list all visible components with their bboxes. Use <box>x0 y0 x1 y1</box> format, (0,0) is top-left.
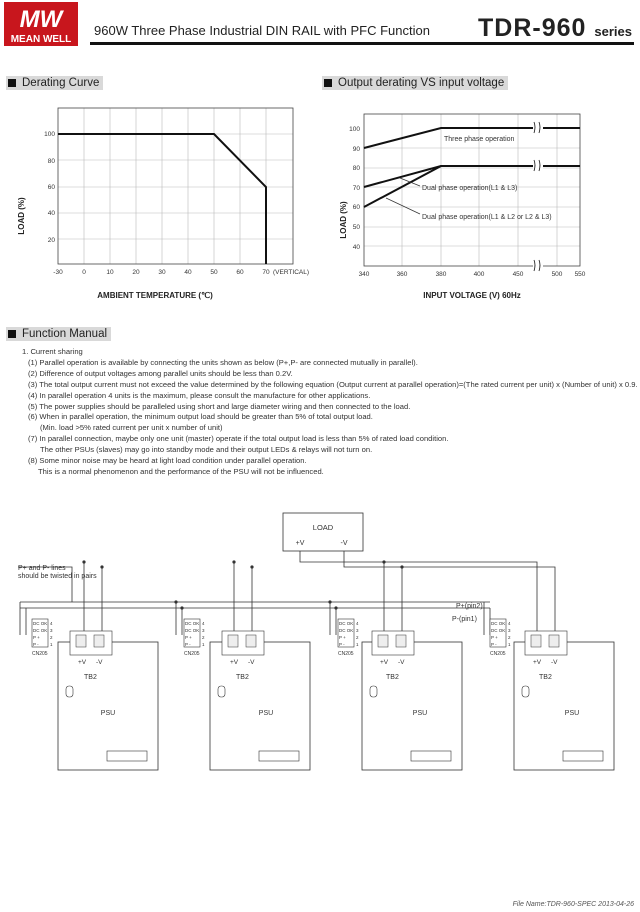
logo-text: MEAN WELL <box>10 34 72 45</box>
y-tick: 20 <box>47 237 55 244</box>
model-name: TDR-960 <box>478 14 587 42</box>
pin-label: DC OK <box>33 621 48 626</box>
annotation-dual-l2: Dual phase operation(L1 & L2 or L2 & L3) <box>422 214 552 221</box>
manual-line: (5) The power supplies should be paralleled using short and large diameter wiring and then connected to the load. <box>28 401 411 411</box>
x-tick: 340 <box>358 271 370 278</box>
manual-line: (1) Parallel operation is available by connecting the units shown as below (P+,P- are connected mutually in parallel). <box>28 357 418 367</box>
derating-y-ticks <box>44 131 55 244</box>
section-output-derating <box>322 76 508 90</box>
logo-mark: MW <box>19 6 63 33</box>
pin-label: DC OK <box>339 628 354 633</box>
y-tick: 60 <box>352 204 360 211</box>
psu-unit-2 <box>184 619 310 770</box>
x-tick: 60 <box>236 269 244 276</box>
y-tick: 70 <box>352 185 360 192</box>
section-derating-curve <box>6 76 103 90</box>
output-positive: +V <box>380 659 389 666</box>
pin-number: 1 <box>50 642 53 647</box>
x-tick: 40 <box>184 269 192 276</box>
terminal-screw <box>94 635 104 647</box>
connector-label: CN205 <box>32 651 48 657</box>
annotation-dual-l1-l3: Dual phase operation(L1 & L3) <box>422 185 518 192</box>
output-positive: +V <box>533 659 542 666</box>
pin-number: 3 <box>508 628 511 633</box>
x-tick: 380 <box>435 271 447 278</box>
pin-number: 1 <box>202 642 205 647</box>
pin2-label: P+(pin2) <box>456 603 483 610</box>
psu-label: PSU <box>258 710 274 717</box>
pin-label: DC OK <box>339 621 354 626</box>
terminal-label: TB2 <box>539 674 552 681</box>
input-terminal <box>563 751 603 761</box>
axis-break-marks <box>533 120 543 272</box>
derating-ylabel: LOAD (%) <box>17 197 26 235</box>
psu-label: PSU <box>100 710 116 717</box>
connector-label: CN205 <box>490 651 506 657</box>
input-voltage-chart <box>320 96 640 311</box>
derating-grid <box>58 108 293 264</box>
y-tick: 60 <box>47 184 55 191</box>
load-negative: -V <box>340 540 348 547</box>
bullet-square <box>324 79 332 87</box>
pin-label: P - <box>491 642 497 647</box>
pin-label: P - <box>33 642 39 647</box>
x-tick: 400 <box>473 271 485 278</box>
manual-line: The other PSUs (slaves) may go into standby mode and their output LEDs & relays will not turn on. <box>40 445 373 455</box>
manual-line: (8) Some minor noise may be heard at light load condition under parallel operation. <box>28 456 307 466</box>
pin-number: 1 <box>356 642 359 647</box>
manual-line: (7) In parallel connection, maybe only one unit (master) operate if the total output load is less than 5% of rated load condition. <box>28 434 449 444</box>
load-positive: +V <box>295 540 305 547</box>
terminal-label: TB2 <box>386 674 399 681</box>
terminal-screw <box>246 635 256 647</box>
output-positive: +V <box>78 659 87 666</box>
connector-label: CN205 <box>338 651 354 657</box>
x-tick: 50 <box>210 269 218 276</box>
pin-number: 4 <box>50 621 53 626</box>
terminal-screw <box>531 635 541 647</box>
annotation-pointers <box>386 178 420 214</box>
section-title: Function Manual <box>22 328 108 340</box>
output-positive: +V <box>230 659 239 666</box>
model-heading <box>478 14 632 43</box>
pin-label: DC OK <box>185 621 200 626</box>
x-tick: 30 <box>158 269 166 276</box>
terminal-screw <box>76 635 86 647</box>
mean-well-logo <box>4 2 78 46</box>
vin-y-ticks <box>349 126 360 251</box>
x-tick: 500 <box>551 271 563 278</box>
vin-x-ticks <box>359 271 586 278</box>
output-negative: -V <box>398 659 405 666</box>
y-tick: 100 <box>44 131 55 138</box>
load-label: LOAD <box>312 523 334 532</box>
manual-line: (3) The total output current must not exceed the value determined by the following equation (Output current at parallel operation)=(The rated current per unit) x (Number of unit) x 0.9. <box>28 379 638 389</box>
annotation-three-phase: Three phase operation <box>444 136 515 143</box>
derating-xlabel: AMBIENT TEMPERATURE (℃) <box>97 291 213 300</box>
derating-plot-frame <box>58 108 293 264</box>
y-tick: 50 <box>352 224 360 231</box>
output-negative: -V <box>551 659 558 666</box>
section-title: Derating Curve <box>22 77 100 89</box>
manual-line: (4) In parallel operation 4 units is the maximum, please consult the manufacture for other applications. <box>28 390 371 400</box>
x-note: (VERTICAL) <box>273 269 309 276</box>
terminal-screw <box>378 635 388 647</box>
pin-label: DC OK <box>491 621 506 626</box>
manual-line: (6) When in parallel operation, the minimum output load should be greater than 5% of total output load. <box>28 412 373 422</box>
pin-number: 4 <box>356 621 359 626</box>
pin-label: P - <box>185 642 191 647</box>
pin-number: 2 <box>50 635 53 640</box>
x-tick: 550 <box>574 271 586 278</box>
pin1-label: P-(pin1) <box>452 616 477 623</box>
pin-number: 3 <box>50 628 53 633</box>
pin-label: P - <box>339 642 345 647</box>
pin-number: 4 <box>202 621 205 626</box>
derating-curve-chart <box>0 96 320 311</box>
y-tick: 40 <box>352 244 360 251</box>
x-tick: 450 <box>512 271 524 278</box>
derating-x-ticks <box>53 269 270 276</box>
header-rule <box>90 42 634 45</box>
pin-number: 1 <box>508 642 511 647</box>
psu-unit-1 <box>32 619 158 770</box>
x-tick: 0 <box>82 269 86 276</box>
pin-label: P + <box>491 635 498 640</box>
pin-label: DC OK <box>33 628 48 633</box>
pin-number: 2 <box>202 635 205 640</box>
dual-phase-l1-l3-line <box>364 166 580 187</box>
x-tick: 70 <box>262 269 270 276</box>
input-terminal <box>259 751 299 761</box>
vin-ylabel: LOAD (%) <box>339 201 348 239</box>
y-tick: 80 <box>47 158 55 165</box>
twist-note-line2: should be twisted in pairs <box>18 573 97 580</box>
manual-line: 1. Current sharing <box>22 347 83 356</box>
parallel-connection-diagram <box>0 505 640 785</box>
pin-label: DC OK <box>491 628 506 633</box>
terminal-screw <box>549 635 559 647</box>
pin-number: 2 <box>356 635 359 640</box>
input-terminal <box>107 751 147 761</box>
psu-label: PSU <box>412 710 428 717</box>
x-tick: 20 <box>132 269 140 276</box>
pin-number: 2 <box>508 635 511 640</box>
y-tick: 100 <box>349 126 360 133</box>
y-tick: 40 <box>47 210 55 217</box>
manual-line: (2) Difference of output voltages among parallel units should be less than 0.2V. <box>28 368 293 378</box>
output-negative: -V <box>96 659 103 666</box>
pin-label: DC OK <box>185 628 200 633</box>
function-manual-text <box>22 347 638 478</box>
twist-note-line1: P+ and P- lines <box>18 565 66 572</box>
x-tick: 10 <box>106 269 114 276</box>
document-title: 960W Three Phase Industrial DIN RAIL with PFC Function <box>94 23 430 38</box>
negative-bus <box>344 551 555 635</box>
y-tick: 80 <box>352 165 360 172</box>
footer-file-name: File Name:TDR-960-SPEC 2013-04-26 <box>512 901 634 908</box>
pin-number: 3 <box>356 628 359 633</box>
psu-unit-4 <box>490 619 614 770</box>
terminal-label: TB2 <box>236 674 249 681</box>
model-series: series <box>594 24 632 39</box>
bullet-square <box>8 330 16 338</box>
manual-line: This is a normal phenomenon and the performance of the PSU will not be influenced. <box>38 466 324 476</box>
terminal-screw <box>396 635 406 647</box>
pin-number: 3 <box>202 628 205 633</box>
terminal-label: TB2 <box>84 674 97 681</box>
psu-label: PSU <box>564 710 580 717</box>
output-negative: -V <box>248 659 255 666</box>
vin-xlabel: INPUT VOLTAGE (V) 60Hz <box>423 291 521 300</box>
connector-label: CN205 <box>184 651 200 657</box>
section-function-manual <box>6 327 111 341</box>
pin-label: P + <box>185 635 192 640</box>
terminal-screw <box>228 635 238 647</box>
psu-unit-3 <box>338 619 462 770</box>
section-title: Output derating VS input voltage <box>338 77 505 89</box>
p-drops-unit1 <box>20 602 26 635</box>
pin-label: P + <box>33 635 40 640</box>
manual-line: (Min. load >5% rated current per unit x number of unit) <box>40 423 223 433</box>
pin-label: P + <box>339 635 346 640</box>
x-tick: -30 <box>53 269 63 276</box>
x-tick: 360 <box>396 271 408 278</box>
input-terminal <box>411 751 451 761</box>
p-drops-unit4 <box>484 602 490 635</box>
pin-number: 4 <box>508 621 511 626</box>
y-tick: 90 <box>352 146 360 153</box>
bullet-square <box>8 79 16 87</box>
